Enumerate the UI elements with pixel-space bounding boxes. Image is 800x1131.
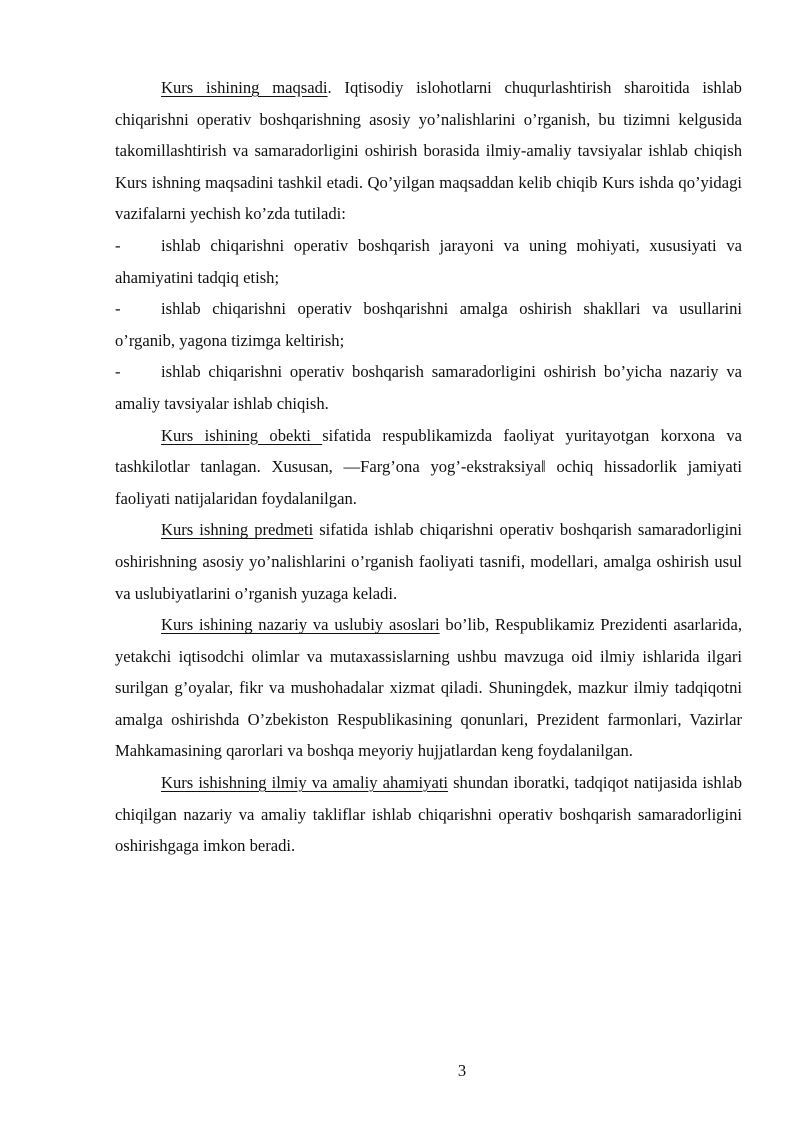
list-item-text: ishlab chiqarishni operativ boshqarish samaradorligini oshirish bo’yicha nazariy va amaliy tavsiyalar ishlab chiqish.: [115, 362, 742, 413]
list-item: [115, 230, 742, 293]
heading-subject: Kurs ishning predmeti: [161, 520, 314, 540]
paragraph-foundations: [115, 609, 742, 767]
paragraph-significance-text: shundan iboratki, tadqiqot natijasida ishlab chiqilgan nazariy va amaliy takliflar ishlab chiqarishni operativ boshqarish samaradorligini oshirishgaga imkon beradi.: [115, 773, 742, 856]
paragraph-goal: [115, 72, 742, 230]
heading-significance: Kurs ishishning ilmiy va amaliy ahamiyati: [161, 773, 449, 793]
paragraph-subject-text: sifatida ishlab chiqarishni operativ boshqarish samaradorligini oshirishning asosiy yo’nalishlarini o’rganish faoliyati tasnifi, modellari, amalga oshirish usul va uslubiyatlarini o’rganish yuzaga keladi.: [115, 520, 743, 603]
paragraph-object: [115, 420, 742, 515]
list-item: [115, 293, 742, 356]
paragraph-foundations-text: bo’lib, Respublikamiz Prezidenti asarlarida, yetakchi iqtisodchi olimlar va mutaxassislarning ushbu mavzuga oid ilmiy ishlarida ilgari surilgan g’oyalar, fikr va mushohadalar xizmat qiladi. Shuningdek, mazkur ilmiy tadqiqotni amalga oshirishda O’zbekiston Respublikasining qonunlari, Prezident farmonlari, Vazirlar Mahkamasining qarorlari va boshqa meyoriy hujjatlardan keng foydalanilgan.: [115, 615, 742, 761]
paragraph-significance: [115, 767, 742, 862]
list-dash: -: [115, 299, 121, 319]
document-page: [115, 72, 742, 862]
paragraph-object-text: sifatida respublikamizda faoliyat yuritayotgan korxona va tashkilotlar tanlagan. Xususan, ―Farg’ona yog’-ekstraksiya‖ ochiq hissadorlik jamiyati faoliyati natijalaridan foydalanilgan.: [115, 425, 742, 508]
list-item: [115, 356, 742, 419]
paragraph-goal-text: . Iqtisodiy islohotlarni chuqurlashtirish sharoitida ishlab chiqarishni operativ boshqarishning asosiy yo’nalishlarini o’rganish, bu tizimni kelgusida takomillashtirish va samaradorligini oshirish borasida ilmiy-amaliy tavsiyalar ishlab chiqish Kurs ishning maqsadini tashkil etadi. Qo’yilgan maqsaddan kelib chiqib Kurs ishda qo’yidagi vazifalarni yechish ko’zda tutiladi:: [115, 78, 742, 224]
list-dash: -: [115, 362, 121, 382]
list-dash: -: [115, 235, 121, 255]
heading-goal: Kurs ishining maqsadi: [161, 78, 328, 97]
list-item-text: ishlab chiqarishni operativ boshqarishni amalga oshirish shakllari va usullarini o’rganib, yagona tizimga keltirish;: [115, 299, 742, 350]
heading-foundations: Kurs ishining nazariy va uslubiy asoslari: [161, 615, 440, 635]
page-number: 3: [457, 1061, 467, 1080]
paragraph-subject: [115, 514, 742, 609]
list-item-text: ishlab chiqarishni operativ boshqarish jarayoni va uning mohiyati, xususiyati va ahamiyatini tadqiq etish;: [115, 235, 742, 287]
heading-object: Kurs ishining obekti: [161, 425, 323, 445]
